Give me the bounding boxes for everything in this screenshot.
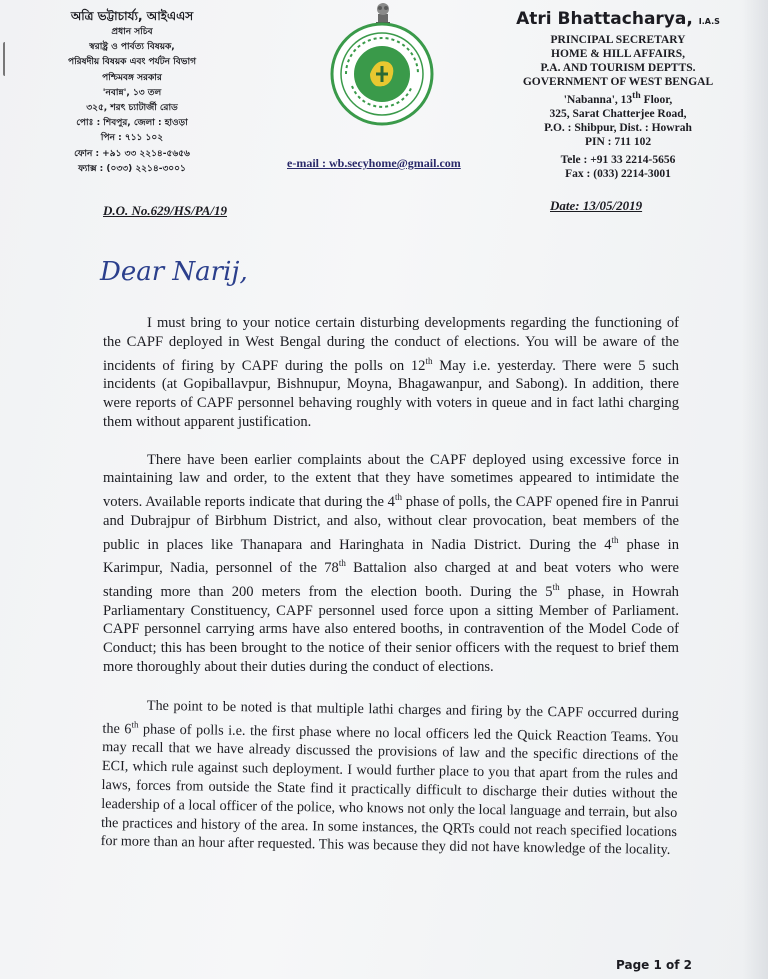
building-text-end: Floor, [640, 93, 673, 106]
sender-tele: Tele : +91 33 2214-5656 [560, 153, 676, 166]
sender-pin: PIN : 711 102 [584, 135, 652, 148]
bengali-line: 'নবান্ন', ১৩ তল [102, 87, 162, 98]
sender-name-suffix: I.A.S [698, 17, 720, 26]
bengali-line: স্বরাষ্ট্র ও পার্বত্য বিষয়ক, [89, 42, 175, 53]
ordinal-suffix: th [611, 534, 619, 545]
paragraph-text: phase, in Howrah Parliamentary Constituency, CAPF personnel used force upon a sitting Member of Parliament. CAPF personnel carrying arms have also entered booths, in contravention of the Model Code of Conduct; this has been brought to the notice of their senior officers with the request to brief them more thoroughly about their duties during the conduct of elections. [103, 583, 679, 676]
paragraph [101, 696, 679, 860]
edge-mark [3, 42, 8, 76]
bengali-line: ফ্যাক্স : (০৩৩) ২২১৪-৩০০১ [78, 163, 186, 174]
english-letterhead [508, 8, 728, 181]
bengali-line: ৩২৫, শরৎ চ্যাটার্জী রোড [86, 103, 178, 114]
bengali-line: পরিষদীয় বিষয়ক এবং পর্যটন বিভাগ [68, 57, 196, 68]
ordinal-suffix: th [338, 558, 346, 569]
sender-title: PRINCIPAL SECRETARY [550, 34, 686, 46]
biswa-bangla-seal-icon [330, 22, 434, 126]
sender-name [508, 8, 728, 33]
sender-dept: HOME & HILL AFFAIRS, [551, 48, 685, 60]
paragraph-text: The point to be noted is that multiple lathi charges and firing by the CAPF occurred during the 6 [102, 697, 679, 737]
bengali-line: প্রধান সচিব [111, 27, 153, 37]
ordinal-suffix: th [394, 492, 402, 503]
paragraph-text: phase of polls i.e. the first phase where no local officers led the Quick Reaction Teams. You may recall that we have already discussed the provisions of law and the specific directions of the ECI, which rule against such deployment. I would further place to you that apart from the rules and laws, forces from outside the State find it practically difficult to discharge their duties without the leadership of a local officer of the police, who knows not only the local language and terrain, but also the practices and history of the area. In some instances, the QRTs could not reach specified locations for more than an hour after requested. This was because they did not have knowledge of the locality. [100, 720, 679, 859]
paragraph [103, 314, 679, 432]
ordinal-suffix: th [552, 582, 560, 592]
email-address[interactable]: wb.secyhome@gmail.com [328, 156, 461, 170]
bengali-line: পশ্চিমবঙ্গ সরকার [102, 72, 162, 83]
salutation-text: Dear Narij, [100, 257, 248, 287]
paragraph-text: There have been earlier complaints about the CAPF deployed using excessive force in maintaining law and order, to the extent that they have sometimes appeared to intimidate the voters. Available reports indicate that during the 4 [103, 451, 679, 511]
letter-body [100, 314, 680, 870]
building-text: 'Nabanna', 13 [563, 93, 633, 106]
paragraph-text: I must bring to your notice certain disturbing developments regarding the functioning of the CAPF deployed in West Bengal during the conduct of elections. You will be aware of the incidents of firing by CAPF during the polls on 12 [103, 315, 679, 374]
letter-date: Date: 13/05/2019 [550, 198, 643, 213]
sender-dept: P.A. AND TOURISM DEPTTS. [540, 62, 696, 74]
ordinal-suffix: th [425, 355, 433, 366]
sender-po: P.O. : Shibpur, Dist. : Howrah [544, 121, 692, 134]
bengali-line: পোঃ : শিবপুর, জেলা : হাওড়া [76, 118, 188, 129]
sender-govt: GOVERNMENT OF WEST BENGAL [522, 76, 714, 88]
sender-name-text: Atri Bhattacharya, [516, 9, 693, 29]
bengali-name: অত্রি ভট্টাচার্য্য, আইএএস [70, 9, 194, 23]
bengali-line: ফোন : +৯১ ৩৩ ২২১৪-৫৬৫৬ [74, 148, 190, 159]
paragraph-text: Battalion also charged at and beat voters who were standing more than 200 meters from the election booth. During the 5 [103, 560, 680, 600]
email-line [287, 156, 461, 171]
building-sup: th [632, 90, 641, 101]
bengali-letterhead [42, 8, 222, 177]
page-number: Page 1 of 2 [616, 958, 692, 972]
bengali-line: পিন : ৭১১ ১০২ [100, 133, 164, 144]
sender-fax: Fax : (033) 2214-3001 [565, 167, 671, 180]
sender-road: 325, Sarat Chatterjee Road, [549, 107, 687, 120]
ordinal-suffix: th [131, 719, 139, 730]
paragraph-text: phase in Karimpur, Nadia, personnel of the 78 [103, 536, 679, 577]
edge-shadow [742, 0, 768, 979]
email-label: e-mail : [287, 156, 329, 170]
sender-building [508, 89, 728, 107]
paragraph-text: phase of polls, the CAPF opened fire in Panrui and Dubrajpur of Birbhum District, and also, without clear provocation, beat members of the public in places like Thanapara and Haringhata in Nadia District. During the 4 [103, 494, 679, 553]
do-number: D.O. No.629/HS/PA/19 [103, 203, 227, 218]
paragraph [103, 451, 679, 677]
handwritten-salutation [98, 248, 248, 293]
paragraph-text: May i.e. yesterday. There were 5 such incidents (at Gopiballavpur, Bishnupur, Moyna, Bhagawanpur, and Sabong). In addition, there were reports of CAPF personnel behaving roughly with voters in queue and in fact lathi charging them without apparent justification. [103, 357, 679, 430]
